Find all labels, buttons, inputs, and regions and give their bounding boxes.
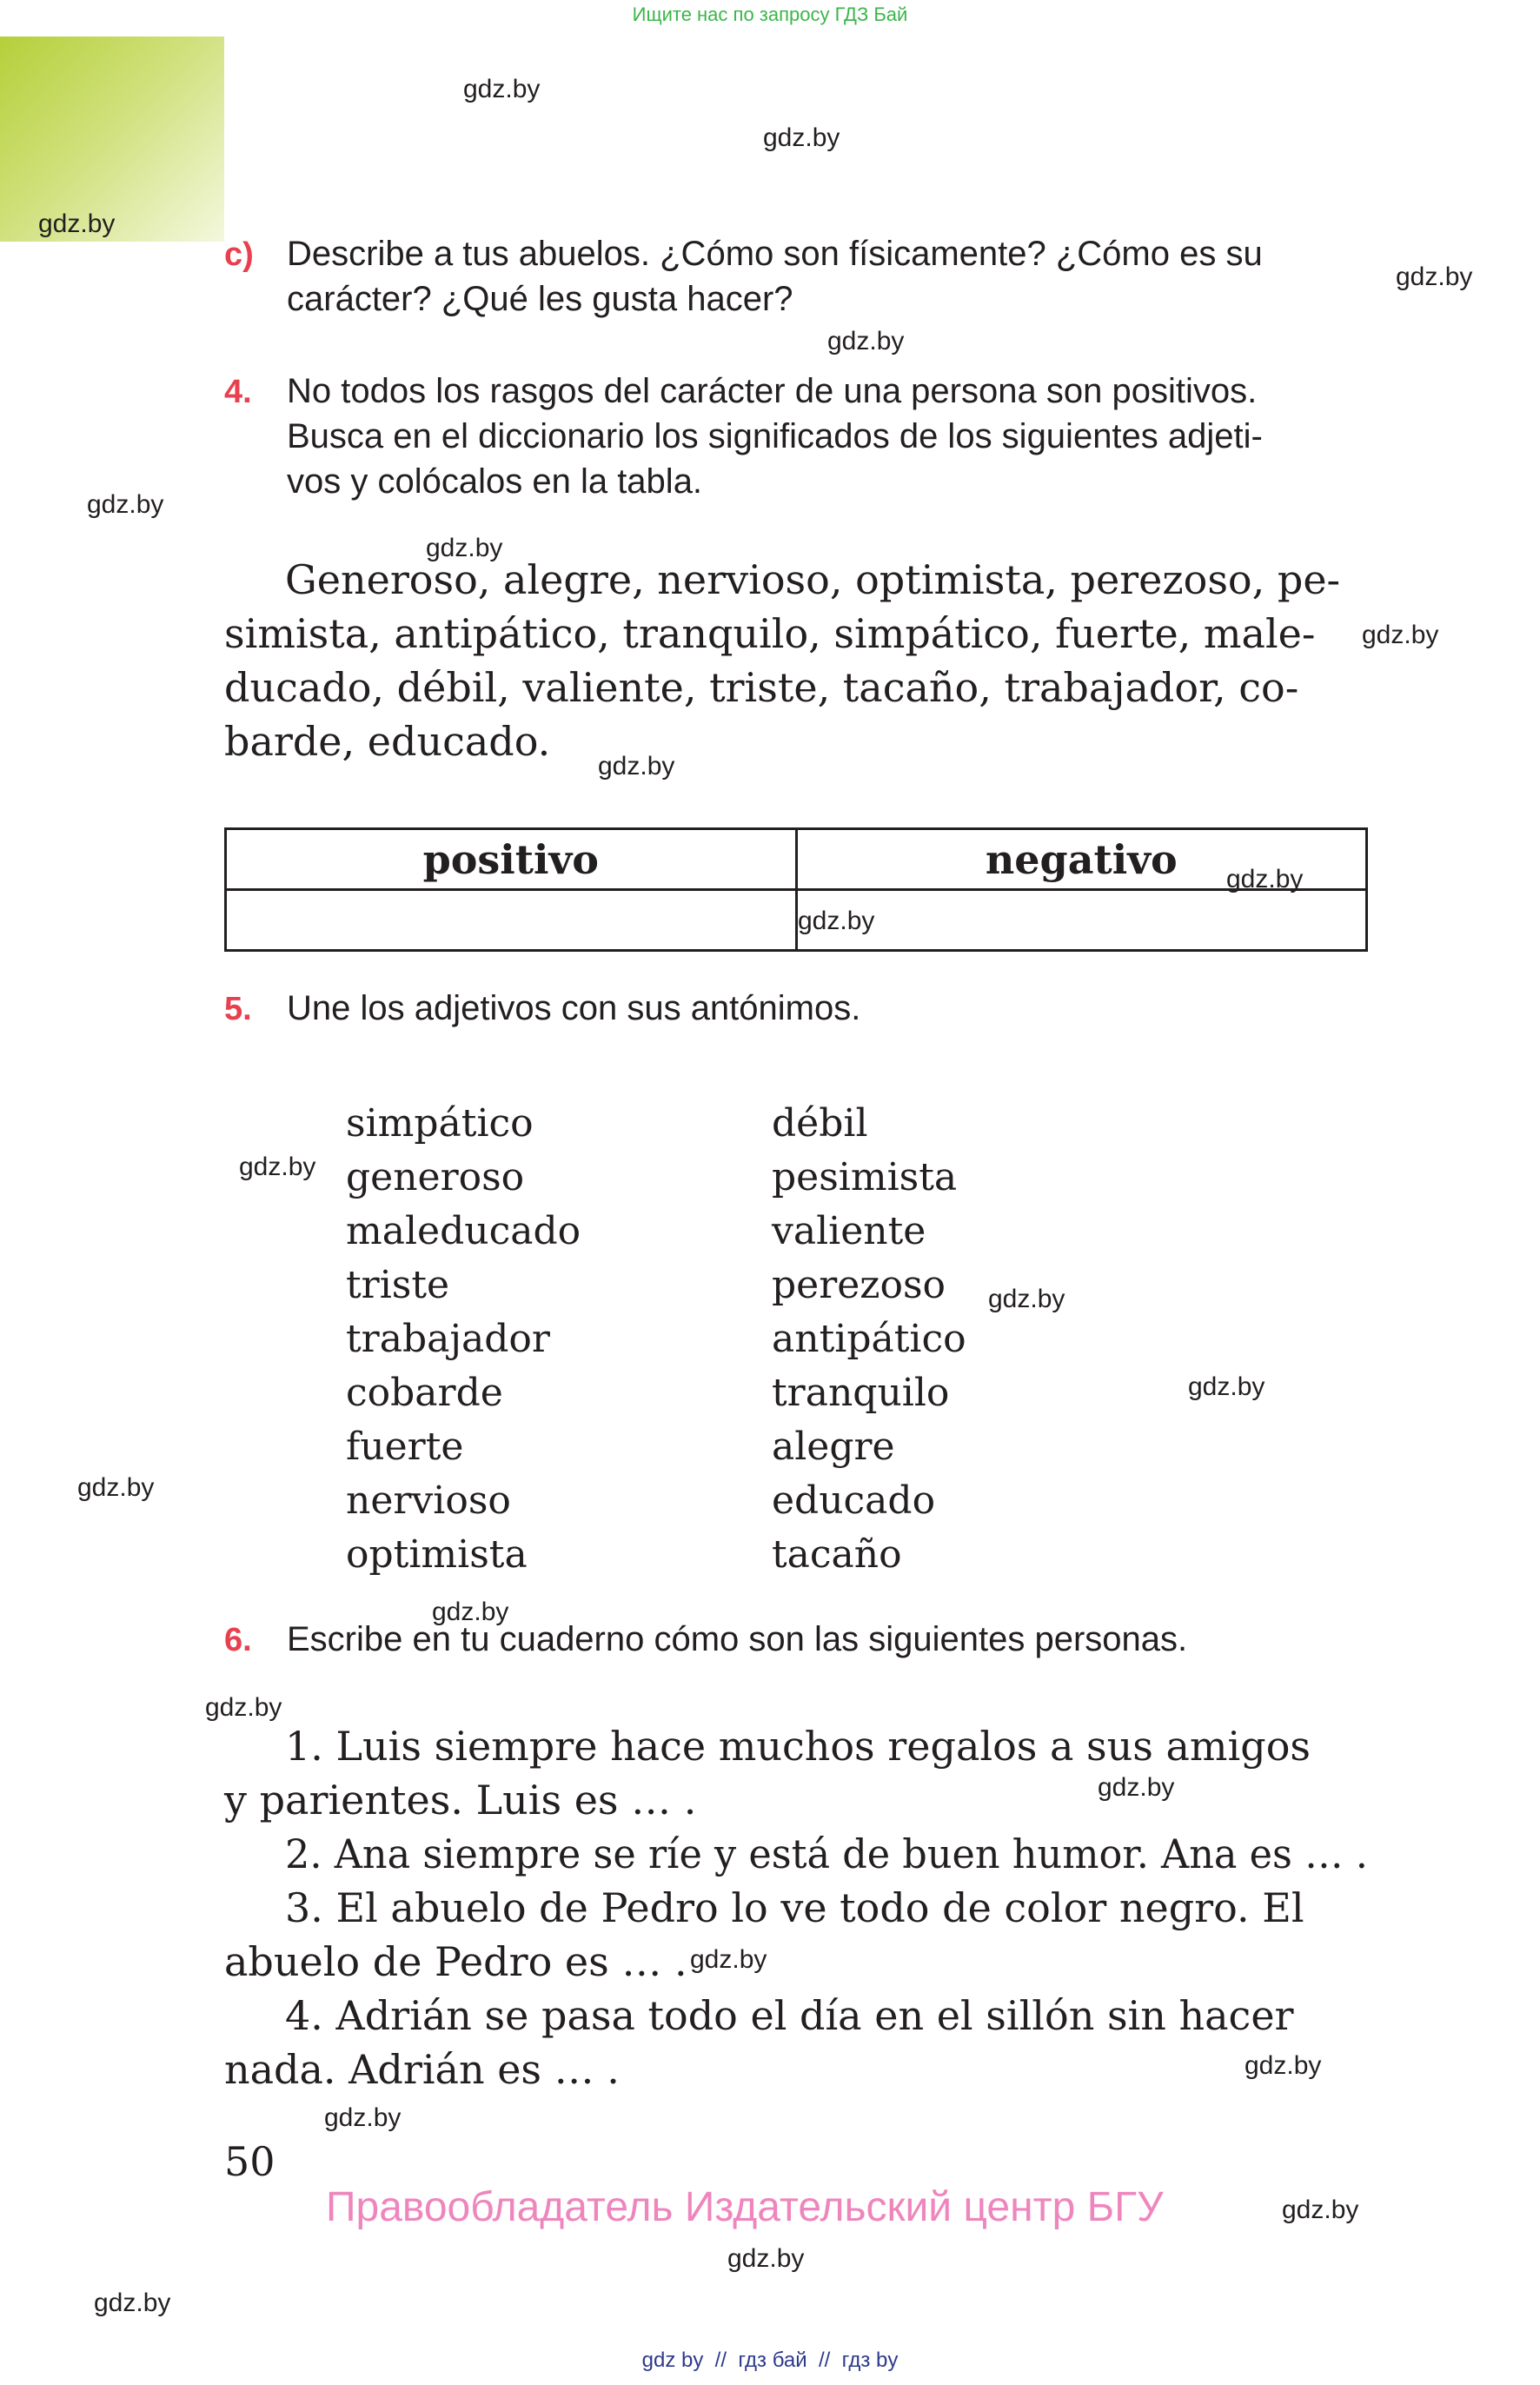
task-6-line: 2. Ana siempre se ríe y está de buen humor. Ana es … . [285,1830,1368,1877]
table-cell-positivo [226,890,797,951]
watermark: gdz.by [690,1945,767,1974]
task-5-instruction: Une los adjetivos con sus antónimos. [287,989,861,1027]
list-item: pesimista [772,1155,958,1199]
watermark: gdz.by [598,752,675,781]
list-item: educado [772,1478,936,1523]
watermark: gdz.by [727,2244,805,2273]
copyright-holder: Правообладатель Издательский центр БГУ [326,2184,1164,2230]
table-cell-negativo [796,890,1367,951]
task-4-words-line: barde, educado. [224,718,551,765]
watermark: gdz.by [763,123,840,152]
watermark: gdz.by [1396,262,1473,291]
list-item: valiente [772,1209,926,1253]
list-item: tranquilo [772,1371,950,1415]
watermark: gdz.by [463,75,541,103]
task-4-words-line: simista, antipático, tranquilo, simpático, fuerte, male- [224,610,1316,657]
task-5-number: 5. [224,991,252,1027]
watermark: gdz.by [1188,1372,1265,1401]
list-item: triste [346,1263,450,1307]
task-c-line: Describe a tus abuelos. ¿Cómo son físicamente? ¿Cómo es su [287,235,1263,273]
watermark: gdz.by [77,1473,155,1502]
list-item: maleducado [346,1209,581,1253]
list-item: simpático [346,1101,534,1146]
list-item: alegre [772,1425,895,1469]
task-4-words-line: ducado, débil, valiente, triste, tacaño, trabajador, co- [224,664,1299,711]
watermark: gdz.by [1362,621,1439,649]
table-header-negativo: negativo [796,829,1367,890]
antonyms-right-column [772,1097,966,1582]
adjectives-table [224,827,1368,952]
antonyms-left-column [346,1097,581,1582]
task-4-line: No todos los rasgos del carácter de una persona son positivos. [287,372,1258,410]
watermark: gdz.by [1098,1773,1175,1802]
top-search-note: Ищите нас по запросу ГДЗ Бай [632,3,908,25]
task-6-line: 3. El abuelo de Pedro lo ve todo de color negro. El [285,1884,1304,1931]
task-c-marker: c) [224,236,254,273]
watermark: gdz.by [426,534,503,562]
list-item: tacaño [772,1532,902,1577]
task-6-line: 4. Adrián se pasa todo el día en el sillón sin hacer [285,1992,1294,2039]
watermark: gdz.by [239,1153,316,1181]
watermark: gdz.by [1226,865,1304,894]
list-item: trabajador [346,1317,550,1361]
task-c-line: carácter? ¿Qué les gusta hacer? [287,280,793,318]
watermark: gdz.by [827,327,905,355]
watermark: gdz.by [324,2103,402,2132]
task-4-words-line: Generoso, alegre, nervioso, optimista, perezoso, pe- [285,556,1341,603]
task-6-line: 1. Luis siempre hace muchos regalos a sus amigos [285,1723,1311,1770]
task-4-number: 4. [224,374,252,410]
watermark: gdz.by [1245,2051,1322,2080]
list-item: generoso [346,1155,525,1199]
list-item: nervioso [346,1478,511,1523]
task-6-line: nada. Adrián es … . [224,2046,620,2093]
watermark: gdz.by [798,907,875,935]
watermark: gdz.by [988,1285,1065,1313]
watermark: gdz.by [87,490,164,519]
task-4-line: Busca en el diccionario los significados de los siguientes adjeti- [287,417,1263,455]
page-number: 50 [224,2138,275,2185]
task-4-line: vos y colócalos en la tabla. [287,462,703,501]
list-item: débil [772,1101,868,1146]
watermark: gdz.by [1282,2196,1359,2224]
footer-links: gdz by // гдз бай // гдз by [641,2348,899,2372]
watermark: gdz.by [205,1693,282,1722]
table-header-positivo: positivo [226,829,797,890]
list-item: antipático [772,1317,966,1361]
task-6-line: y parientes. Luis es … . [224,1777,697,1824]
task-6-instruction: Escribe en tu cuaderno cómo son las siguientes personas. [287,1620,1188,1658]
list-item: cobarde [346,1371,503,1415]
list-item: perezoso [772,1263,946,1307]
task-6-line: abuelo de Pedro es … . [224,1938,687,1985]
list-item: optimista [346,1532,528,1577]
list-item: fuerte [346,1425,464,1469]
watermark: gdz.by [432,1598,509,1626]
watermark: gdz.by [38,209,116,238]
watermark: gdz.by [94,2289,171,2317]
task-6-number: 6. [224,1622,252,1658]
